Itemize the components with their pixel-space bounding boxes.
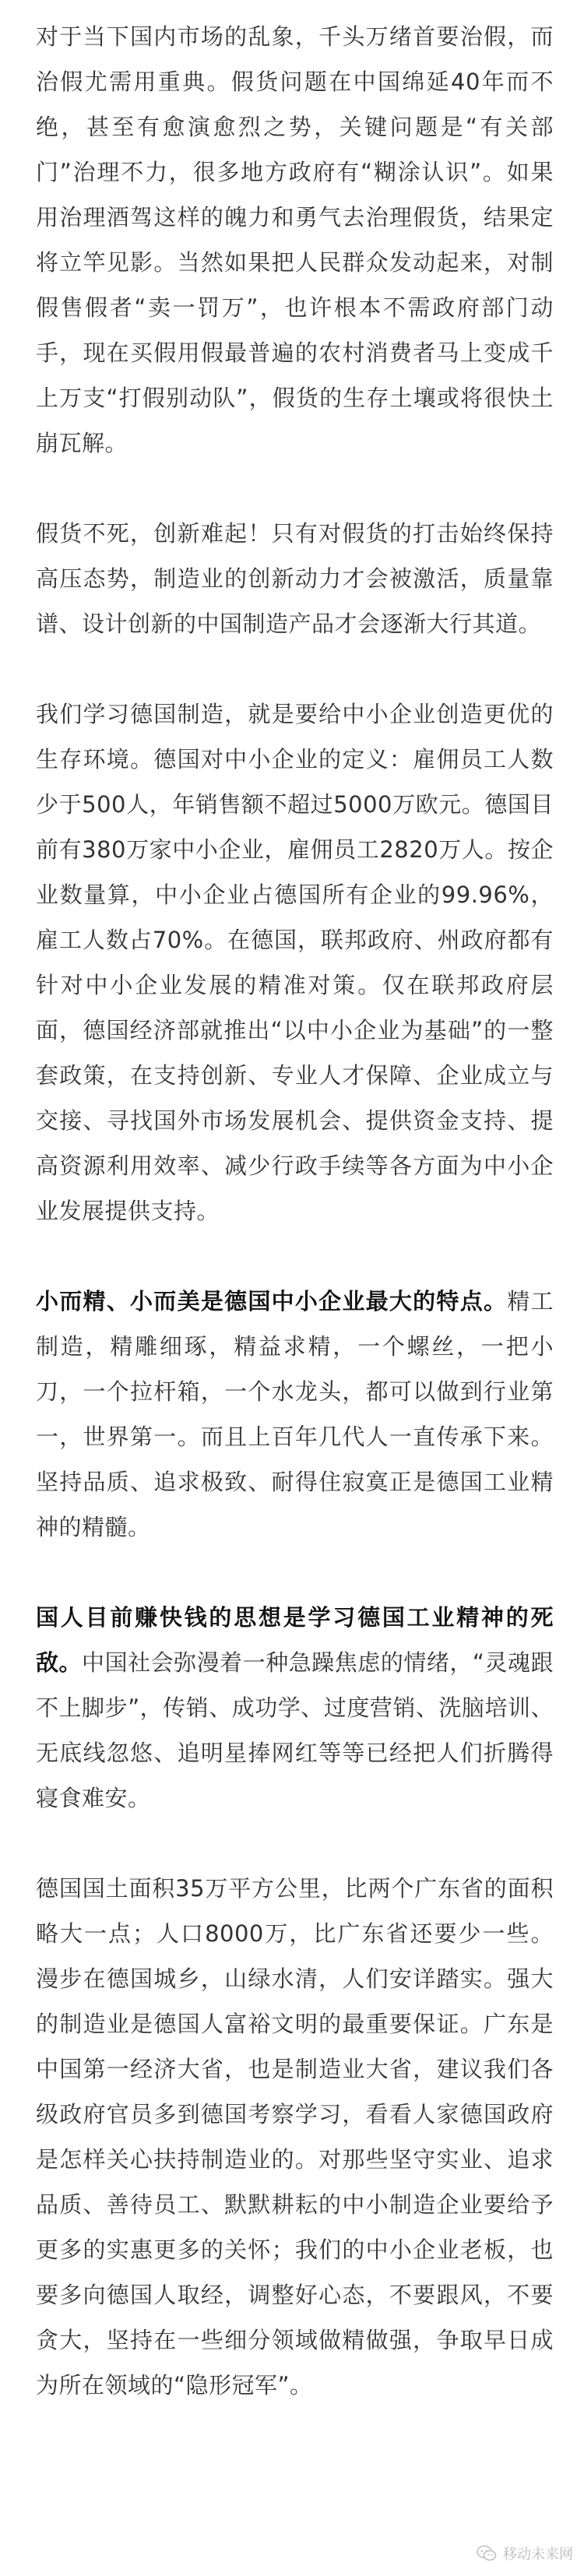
paragraph-lead-bold: 国人目前赚快钱的思想是学习德国工业精神的死敌。 — [36, 1604, 554, 1676]
paragraph-lead-bold: 小而精、小而美是德国中小企业最大的特点。 — [36, 1288, 508, 1314]
watermark — [477, 2543, 573, 2564]
paragraph-body-text: 精工制造，精雕细琢，精益求精，一个螺丝，一把小刀，一个拉杆箱，一个水龙头，都可以做到行业第一，世界第一。而且上百年几代人一直传承下来。坚持品质、追求极致、耐得住寂寞正是德国工业精神的精髓。 — [36, 1288, 554, 1540]
watermark-text: 移动未来网 — [503, 2546, 573, 2563]
paragraph-german-sme: 我们学习德国制造，就是要给中小企业创造更优的生存环境。德国对中小企业的定义：雇佣员工人数少于500人，年销售额不超过5000万欧元。德国目前有380万家中小企业，雇佣员工2820万人。按企业数量算，中小企业占德国所有企业的99.96%，雇工人数占70%。在德国，联邦政府、州政府都有针对中小企业发展的精准对策。仅在联邦政府层面，德国经济部就推出“以中小企业为基础”的一整套政策，在支持创新、专业人才保障、企业成立与交接、寻找国外市场发展机会、提供资金支持、提高资源利用效率、减少行政手续等各方面为中小企业发展提供支持。 — [36, 701, 554, 1224]
paragraph-small-and-fine — [36, 1279, 554, 1550]
wechat-icon — [477, 2545, 497, 2562]
paragraph-anti-counterfeit: 对于当下国内市场的乱象，千头万绪首要治假，而治假尤需用重典。假货问题在中国绵延40年而不绝，甚至有愈演愈烈之势，关键问题是“有关部门”治理不力，很多地方政府有“糊涂认识”。如果用治理酒驾这样的魄力和勇气去治理假货，结果定将立竿见影。当然如果把人民群众发动起来，对制假售假者“卖一罚万”，也许根本不需政府部门动手，现在买假用假最普遍的农村消费者马上变成千上万支“打假别动队”，假货的生存土壤或将很快土崩瓦解。 — [36, 23, 554, 456]
article-body — [36, 14, 554, 2453]
paragraph-innovation: 假货不死，创新难起！只有对假货的打击始终保持高压态势，制造业的创新动力才会被激活，质量靠谱、设计创新的中国制造产品才会逐渐大行其道。 — [36, 520, 554, 637]
paragraph-quick-money — [36, 1595, 554, 1821]
paragraph-germany-guangdong: 德国国土面积35万平方公里，比两个广东省的面积略大一点；人口8000万，比广东省还要少一些。漫步在德国城乡，山绿水清，人们安详踏实。强大的制造业是德国人富裕文明的最重要保证。广东是中国第一经济大省，也是制造业大省，建议我们各级政府官员多到德国考察学习，看看人家德国政府是怎样关心扶持制造业的。对那些坚守实业、追求品质、善待员工、默默耕耘的中小制造企业要给予更多的实惠更多的关怀；我们的中小企业老板，也要多向德国人取经，调整好心态，不要跟风，不要贪大，坚持在一些细分领域做精做强，争取早日成为所在领域的“隐形冠军”。 — [36, 1875, 554, 2398]
paragraph-body-text: 中国社会弥漫着一种急躁焦虑的情绪，“灵魂跟不上脚步”，传销、成功学、过度营销、洗脑培训、无底线忽悠、追明星捧网红等等已经把人们折腾得寝食难安。 — [36, 1649, 554, 1811]
